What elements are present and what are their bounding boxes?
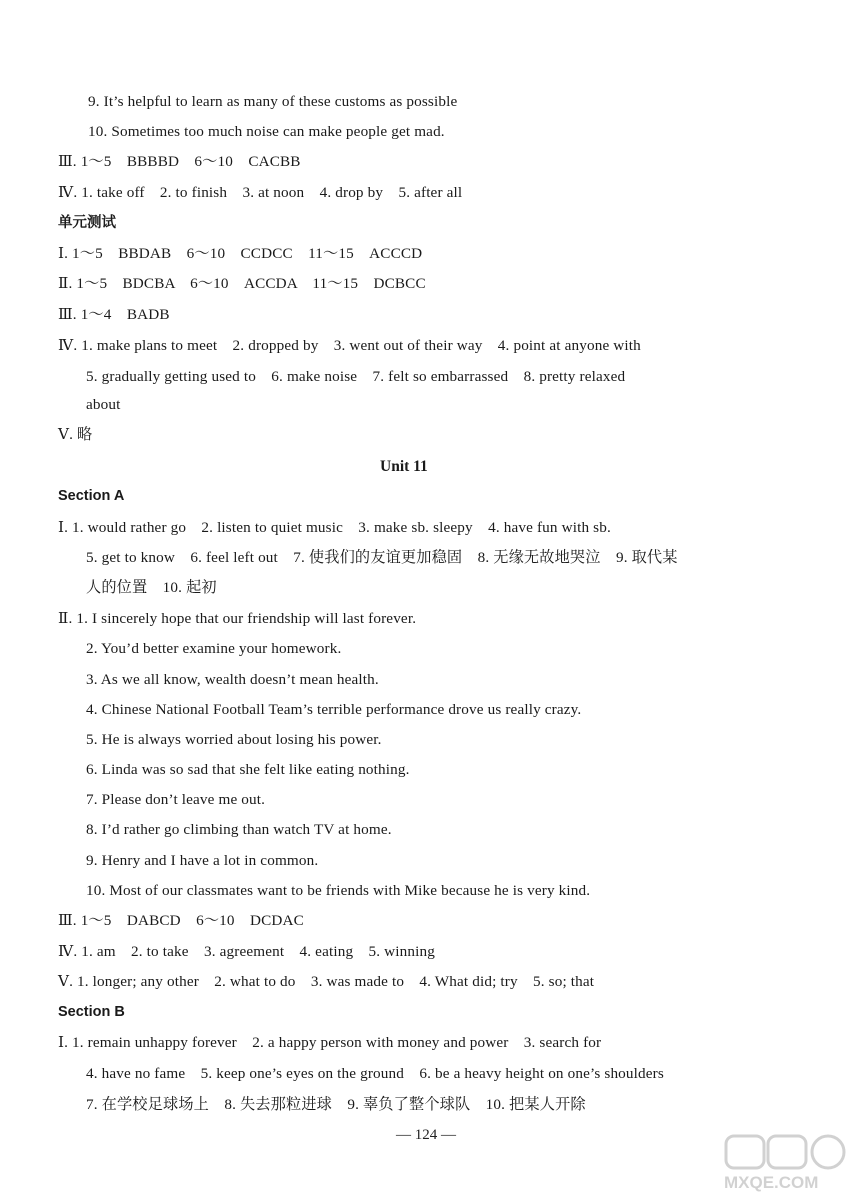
- unit-title: Unit 11: [380, 458, 428, 475]
- answer-line: Ⅰ. 1. would rather go 2. listen to quiet music 3. make sb. sleepy 4. have fun with sb.: [58, 519, 611, 536]
- answer-line: 2. You’d better examine your homework.: [86, 640, 342, 657]
- answer-line: Ⅳ. 1. take off 2. to finish 3. at noon 4. drop by 5. after all: [58, 184, 463, 201]
- watermark-logo: [720, 1132, 850, 1194]
- section-heading: Section B: [58, 1004, 125, 1020]
- answer-line: 9. Henry and I have a lot in common.: [86, 852, 319, 869]
- answer-line: 5. He is always worried about losing his power.: [86, 731, 382, 748]
- answer-line: Ⅲ. 1～5 BBBBD 6～10 CACBB: [58, 153, 301, 170]
- answer-line: about: [86, 396, 121, 413]
- answer-line: 10. Most of our classmates want to be friends with Mike because he is very kind.: [86, 882, 591, 899]
- section-heading: 单元测试: [58, 215, 116, 231]
- answer-line: 人的位置 10. 起初: [86, 579, 217, 596]
- answer-line: 7. 在学校足球场上 8. 失去那粒进球 9. 辜负了整个球队 10. 把某人开除: [86, 1096, 586, 1113]
- answer-line: Ⅱ. 1～5 BDCBA 6～10 ACCDA 11～15 DCBCC: [58, 275, 426, 292]
- answer-line: Ⅴ. 略: [58, 426, 93, 443]
- answer-line: 6. Linda was so sad that she felt like eating nothing.: [86, 761, 410, 778]
- answer-line: 10. Sometimes too much noise can make people get mad.: [88, 123, 445, 140]
- answer-line: Ⅳ. 1. make plans to meet 2. dropped by 3. went out of their way 4. point at anyone with: [58, 337, 641, 354]
- answer-line: 4. Chinese National Football Team’s terrible performance drove us really crazy.: [86, 701, 582, 718]
- answer-line: Ⅰ. 1. remain unhappy forever 2. a happy person with money and power 3. search for: [58, 1034, 602, 1051]
- answer-line: 7. Please don’t leave me out.: [86, 791, 266, 808]
- answer-line: 3. As we all know, wealth doesn’t mean health.: [86, 671, 379, 688]
- answer-line: 9. It’s helpful to learn as many of these customs as possible: [88, 93, 458, 110]
- answer-line: 4. have no fame 5. keep one’s eyes on the ground 6. be a heavy height on one’s shoulders: [86, 1065, 664, 1082]
- watermark-text: MXQE.COM: [724, 1173, 819, 1192]
- page-number: — 124 —: [396, 1127, 456, 1143]
- answer-line: 5. get to know 6. feel left out 7. 使我们的友谊更加稳固 8. 无缘无故地哭泣 9. 取代某: [86, 549, 678, 566]
- answer-line: Ⅱ. 1. I sincerely hope that our friendship will last forever.: [58, 610, 417, 627]
- answer-line: Ⅳ. 1. am 2. to take 3. agreement 4. eating 5. winning: [58, 943, 435, 960]
- answer-line: Ⅲ. 1～5 DABCD 6～10 DCDAC: [58, 912, 304, 929]
- answer-line: 8. I’d rather go climbing than watch TV at home.: [86, 821, 392, 838]
- watermark-icon: [720, 1132, 850, 1194]
- answer-line: Ⅰ. 1～5 BBDAB 6～10 CCDCC 11～15 ACCCD: [58, 245, 423, 262]
- answer-line: Ⅲ. 1～4 BADB: [58, 306, 170, 323]
- answer-line: Ⅴ. 1. longer; any other 2. what to do 3. was made to 4. What did; try 5. so; that: [58, 973, 595, 990]
- answer-line: 5. gradually getting used to 6. make noise 7. felt so embarrassed 8. pretty relaxed: [86, 368, 626, 385]
- section-heading: Section A: [58, 488, 125, 504]
